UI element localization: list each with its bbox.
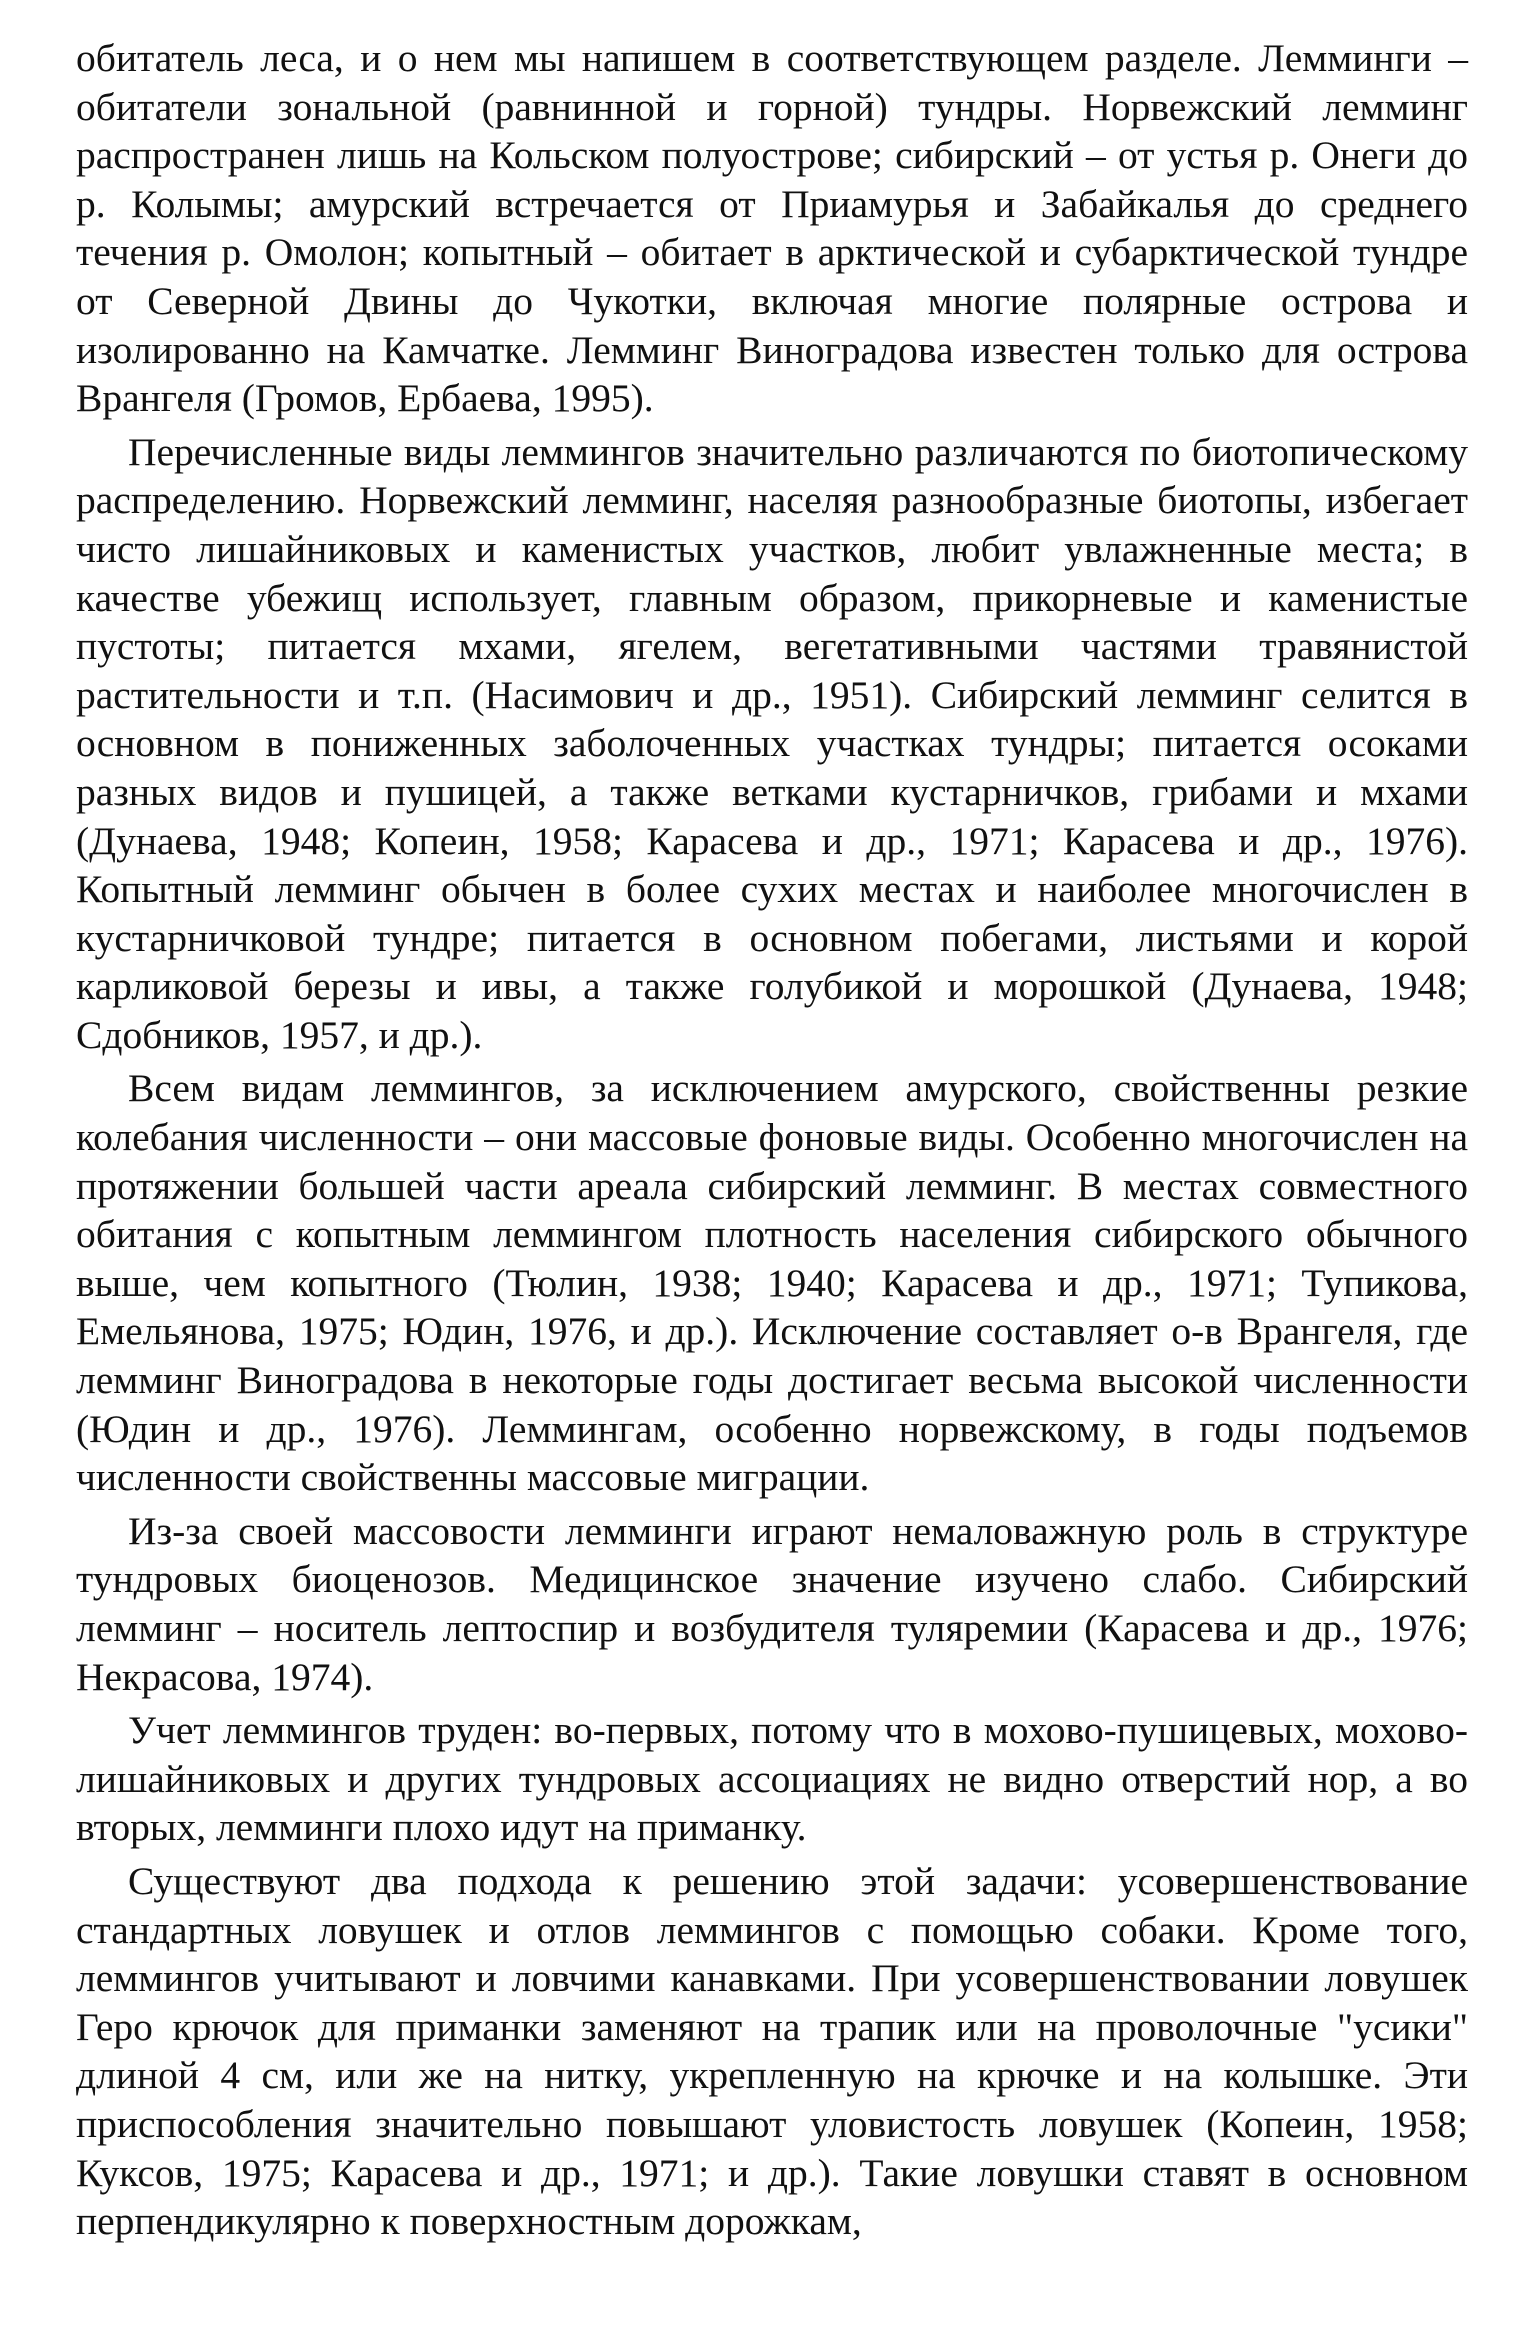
paragraph-4: Из-за своей массовости лемминги играют немаловажную роль в структуре тундровых биоценозов. Медицинское значение изучено слабо. Сибирский лемминг – носитель лептоспир и возбудителя туляремии (Карасева и др., 1976; Некрасова, 1974).: [76, 1508, 1468, 1699]
paragraph-2: Перечисленные виды леммингов значительно различаются по биотопическому распределению. Норвежский лемминг, населяя разнообразные биотопы, избегает чисто лишайниковых и каменистых участков, любит увлажненные места; в качестве убежищ использует, главным образом, прикорневые и каменистые пустоты; питается мхами, ягелем, вегетативными частями травянистой растительности и т.п. (Насимович и др., 1951). Сибирский лемминг селится в основном в пониженных заболоченных участках тундры; питается осоками разных видов и пушицей, а также ветками кустарничков, грибами и мхами (Дунаева, 1948; Копеин, 1958; Карасева и др., 1971; Карасева и др., 1976). Копытный лемминг обычен в более сухих местах и наиболее многочислен в кустарничковой тундре; питается в основном побегами, листьями и корой карликовой березы и ивы, а также голубикой и морошкой (Дунаева, 1948; Сдобников, 1957, и др.).: [76, 429, 1468, 1057]
paragraph-1: обитатель леса, и о нем мы напишем в соответствующем разделе. Лемминги – обитатели зональной (равнинной и горной) тундры. Норвежский лемминг распространен лишь на Кольском полуострове; сибирский – от устья р. Онеги до р. Колымы; амурский встречается от Приамурья и Забайкалья до среднего течения р. Омолон; копытный – обитает в арктической и субарктической тундре от Северной Двины до Чукотки, включая многие полярные острова и изолированно на Камчатке. Лемминг Виноградова известен только для острова Врангеля (Громов, Ербаева, 1995).: [76, 36, 1468, 421]
page-text: [76, 34, 1468, 2251]
paragraph-6: Существуют два подхода к решению этой задачи: усовершенствование стандартных ловушек и отлов леммингов с помощью собаки. Кроме того, леммингов учитывают и ловчими канавками. При усовершенствовании ловушек Геро крючок для приманки заменяют на трапик или на проволочные "усики" длиной 4 см, или же на нитку, укрепленную на крючке и на колышке. Эти приспособления значительно повышают уловистость ловушек (Копеин, 1958; Куксов, 1975; Карасева и др., 1971; и др.). Такие ловушки ставят в основном перпендикулярно к поверхностным дорожкам,: [76, 1858, 1468, 2244]
paragraph-3: Всем видам леммингов, за исключением амурского, свойственны резкие колебания численности – они массовые фоновые виды. Особенно многочислен на протяжении большей части ареала сибирский лемминг. В местах совместного обитания с копытным леммингом плотность населения сибирского обычного выше, чем копытного (Тюлин, 1938; 1940; Карасева и др., 1971; Тупикова, Емельянова, 1975; Юдин, 1976, и др.). Исключение составляет о-в Врангеля, где лемминг Виноградова в некоторые годы достигает весьма высокой численности (Юдин и др., 1976). Леммингам, особенно норвежскому, в годы подъемов численности свойственны массовые миграции.: [76, 1066, 1468, 1500]
paragraph-5: Учет леммингов труден: во-первых, потому что в мохово-пушицевых, мохово-лишайниковых и других тундровых ассоциациях не видно отверстий нор, а во вторых, лемминги плохо идут на приманку.: [76, 1708, 1468, 1850]
